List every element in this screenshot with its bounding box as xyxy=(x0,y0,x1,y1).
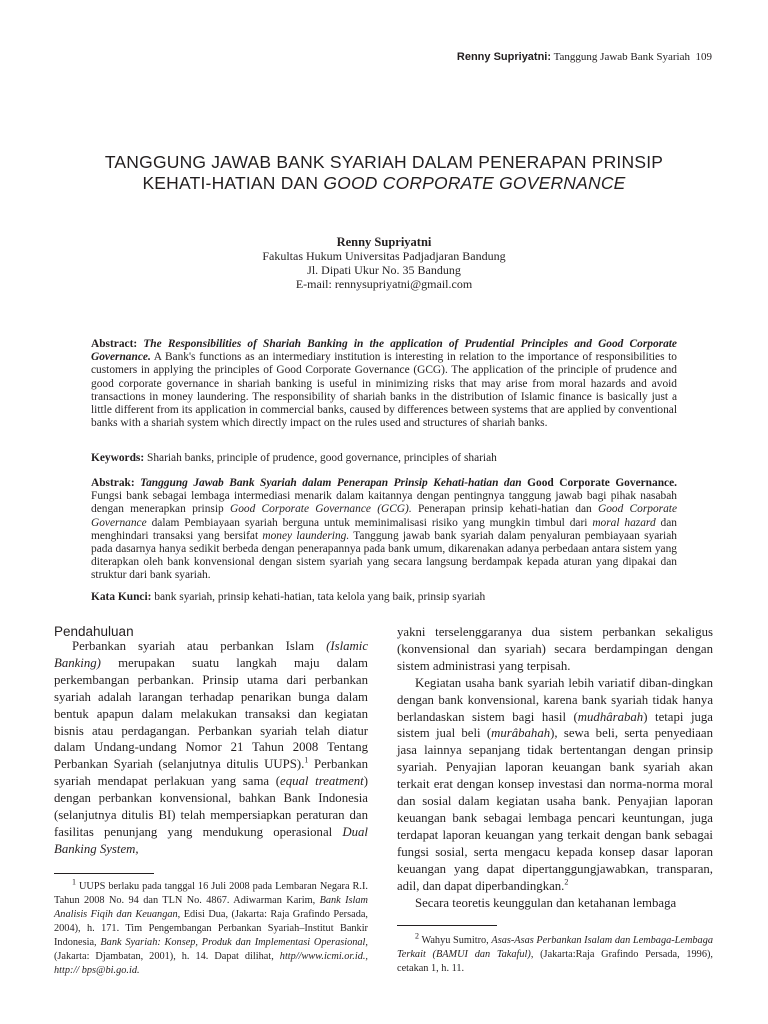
text-run-italic: Dual Banking System, xyxy=(54,824,368,856)
footnote-text: Wahyu Sumitro, xyxy=(421,935,489,946)
footnote-1 xyxy=(54,877,368,978)
footnote-text-italic: Bank Islam Analisis Fiqih dan Keuangan xyxy=(54,895,368,920)
running-head-author: Renny Supriyatni: xyxy=(456,51,552,63)
text-run-italic: (Islamic Banking) xyxy=(54,639,368,670)
paragraph xyxy=(54,638,368,858)
author-name: Renny Supriyatni xyxy=(336,235,432,249)
footnote-1-mark: 1 xyxy=(72,877,76,887)
text-run: ) dengan perbankan konvensional, bahkan Bank Indonesia (selanjutnya ditulis BI) telah mempersiapkan peraturan dan fasilitas penunjang yang mendukung operasional xyxy=(54,774,369,839)
text-run-italic: equal treatment xyxy=(280,774,364,789)
footnote-text: UUPS berlaku pada tanggal 16 Juli 2008 pada Lembaran Negara R.I. Tahun 2008 No. 94 dan TLN No. 4867. Adiwarman Karim, xyxy=(54,881,368,906)
abstrak-text-2: Penerapan prinsip kehati-hatian dan xyxy=(417,503,592,516)
footnote-2-mark: 2 xyxy=(415,931,419,941)
abstrak-text-1: Fungsi bank sebagai lembaga intermediasi menarik dalam kaitannya dengan pentingnya tanggung jawab bagi pihak nasabah dengan menerapkan prinsip xyxy=(91,490,677,516)
text-run: merupakan suatu langkah maju dalam perkembangan perbankan. Prinsip utama dari perbankan syariah adalah larangan terhadap penarikan bunga dalam bentuk apapun dalam melakukan transaksi dan kegiatan bisnis atau perdagangan. Perbankan syariah telah diatur dalam Undang-undang Nomor 21 Tahun 2008 Tentang Perbankan Syariah (selanjutnya ditulis UUPS). xyxy=(54,655,368,772)
text-run: Perbankan syariah atau perbankan Islam xyxy=(72,639,315,653)
section-heading-pendahuluan: Pendahuluan xyxy=(54,624,134,639)
affiliation-line-1: Fakultas Hukum Universitas Padjadjaran Bandung xyxy=(262,249,506,263)
footnote-ref-1[interactable]: 1 xyxy=(304,756,309,766)
title-line-1: TANGGUNG JAWAB BANK SYARIAH DALAM PENERAPAN PRINSIP xyxy=(104,152,664,172)
footnote-link[interactable]: http//www.icmi.or.id., http:// bps@bi.go.id. xyxy=(54,951,368,976)
text-run: Kegiatan usaha bank syariah lebih variatif diban-dingkan dengan bank konvensional, karena bank syariah tidak hanya berlandaskan sistem bagi hasil ( xyxy=(397,675,713,724)
keywords-label: Keywords: xyxy=(91,452,145,464)
paragraph: yakni terselenggaranya dua sistem perbankan sekaligus (konvensional dan syariah) secara berdampingan dengan sistem administrasi yang terpisah. xyxy=(397,625,713,673)
page-number: 109 xyxy=(695,51,712,63)
abstrak-title-italic: Tanggung Jawab Bank Syariah dalam Penerapan Prinsip Kehati-hatian dan xyxy=(140,477,522,489)
footnote-text-italic: Asas-Asas Perbankan Isalam dan Lembaga-Lembaga Terkait (BAMUI dan Takaful) xyxy=(397,935,714,960)
body-column-right xyxy=(397,624,713,911)
abstrak-text-3-italic: moral hazard xyxy=(592,516,656,529)
abstrak-text-2-italic: Good Corporate Governance xyxy=(91,503,678,529)
abstract-text: A Bank's functions as an intermediary institution is interesting in relation to the importance of responsibilities to customers in applying the principles of Good Corporate Governance (GCG). The application of the principle of prudence and good corporate governance in shariah banking is useful in minimizing risks that may arise from moral hazards and avoid transactions in money laundering. The responsibility of shariah banks in the distribution of Islamic finance is basically just a little different from its application in commercial banks, caused by differences between systems that are applied by conventional banks with a shariah system which directly impact on the rules used and structures of shariah banks. xyxy=(91,351,677,430)
abstrak-label: Abstrak: xyxy=(91,477,135,489)
affiliation xyxy=(0,249,768,291)
footnote-text: , (Jakarta:Raja Grafindo Persada, 1996), cetakan 1, h. 11. xyxy=(397,949,713,974)
kata-kunci-text: bank syariah, prinsip kehati-hatian, tata kelola yang baik, prinsip syariah xyxy=(154,591,486,603)
footnote-divider xyxy=(54,873,154,874)
paragraph: Secara teoretis keunggulan dan ketahanan lembaga xyxy=(415,895,677,910)
footnote-text-italic: Bank Syariah: Konsep, Produk dan Implementasi Operasional xyxy=(100,937,366,948)
body-column-left xyxy=(54,638,368,858)
keywords-text: Shariah banks, principle of prudence, good governance, principles of shariah xyxy=(147,452,497,464)
kata-kunci-label: Kata Kunci: xyxy=(91,591,152,603)
text-run-italic: mudhârabah xyxy=(577,709,644,724)
abstrak-text-4-italic: money laundering. xyxy=(262,529,350,542)
abstract-english xyxy=(91,338,677,430)
running-head xyxy=(457,51,712,63)
running-head-journal: Tanggung Jawab Bank Syariah xyxy=(553,51,690,63)
footnote-text: , (Jakarta: Djambatan, 2001), h. 14. Dapat dilihat, xyxy=(54,937,368,962)
text-run: Perbankan syariah mendapat perlakuan yang sama ( xyxy=(54,757,368,789)
text-run: ), sewa beli, serta penyediaan jasa lainnya sepanjang tidak bertentangan dengan prinsip syariah. Penyajian laporan keuangan bank syariah akan terkait erat dengan konsep investasi dan norma-norma moral dan sosial dalam kegiatan usaha bank. Penyajian laporan keuangan bank sebagai lembaga pencari keuntungan, juga terdapat laporan keuangan yang terkait dengan bank sebagai fungsi sosial, serta mengacu kepada konsep dasar laporan keuangan yang dapat dipertanggungjawabkan, transparan, adil, dan dapat diperbandingkan. xyxy=(397,726,713,893)
abstrak-text-4: dan menghindari transaksi yang bersifat xyxy=(91,516,677,542)
keywords-english xyxy=(91,452,677,465)
footnote-ref-2[interactable]: 2 xyxy=(564,877,569,887)
abstrak-text-5: Tanggung jawab bank syariah dalam penyaluran pembiayaan syariah pada dasarnya hanya sedikit berbeda dengan penerapannya pada bank umum, dikarenakan adanya perbedaan antara sistem yang diterapkan oleh bank konvensional dengan sistem syariah yang secara langsung berdampak kepada aturan yang dipakai dan struktur dari bank syariah. xyxy=(91,529,677,582)
abstract-label: Abstract: xyxy=(91,338,138,350)
abstract-title: The Responsibilities of Shariah Banking in the application of Prudential Principles and Good Corporate Governance. xyxy=(91,338,677,364)
author-email: E-mail: rennysupriyatni@gmail.com xyxy=(295,277,473,291)
title-line-2-prefix: KEHATI-HATIAN DAN xyxy=(142,173,324,193)
footnote-2 xyxy=(397,931,714,976)
keywords-indonesian xyxy=(91,591,677,604)
paragraph xyxy=(397,675,713,895)
footnote-divider xyxy=(397,925,497,926)
text-run: ) tetapi juga sistem jual beli ( xyxy=(397,709,713,741)
title-line-2 xyxy=(60,173,708,194)
abstrak-text-1-italic: Good Corporate Governance (GCG). xyxy=(229,503,412,516)
abstract-indonesian xyxy=(91,477,677,583)
text-run-italic: murâbahah xyxy=(491,726,551,741)
title-line-2-italic: GOOD CORPORATE GOVERNANCE xyxy=(323,173,626,193)
affiliation-line-2: Jl. Dipati Ukur No. 35 Bandung xyxy=(307,263,461,277)
abstrak-text-3: dalam Pembiayaan syariah berguna untuk meminimalisasi risiko yang mungkin timbul dari xyxy=(151,516,588,529)
footnote-text: , Edisi Dua, (Jakarta: Raja Grafindo Persada, 2004), h. 171. Tim Pengembangan Perbankan Syariah–Institut Bankir Indonesia, xyxy=(54,909,368,948)
abstrak-title-plain: Good Corporate Governance. xyxy=(527,477,678,489)
article-title xyxy=(60,152,708,194)
